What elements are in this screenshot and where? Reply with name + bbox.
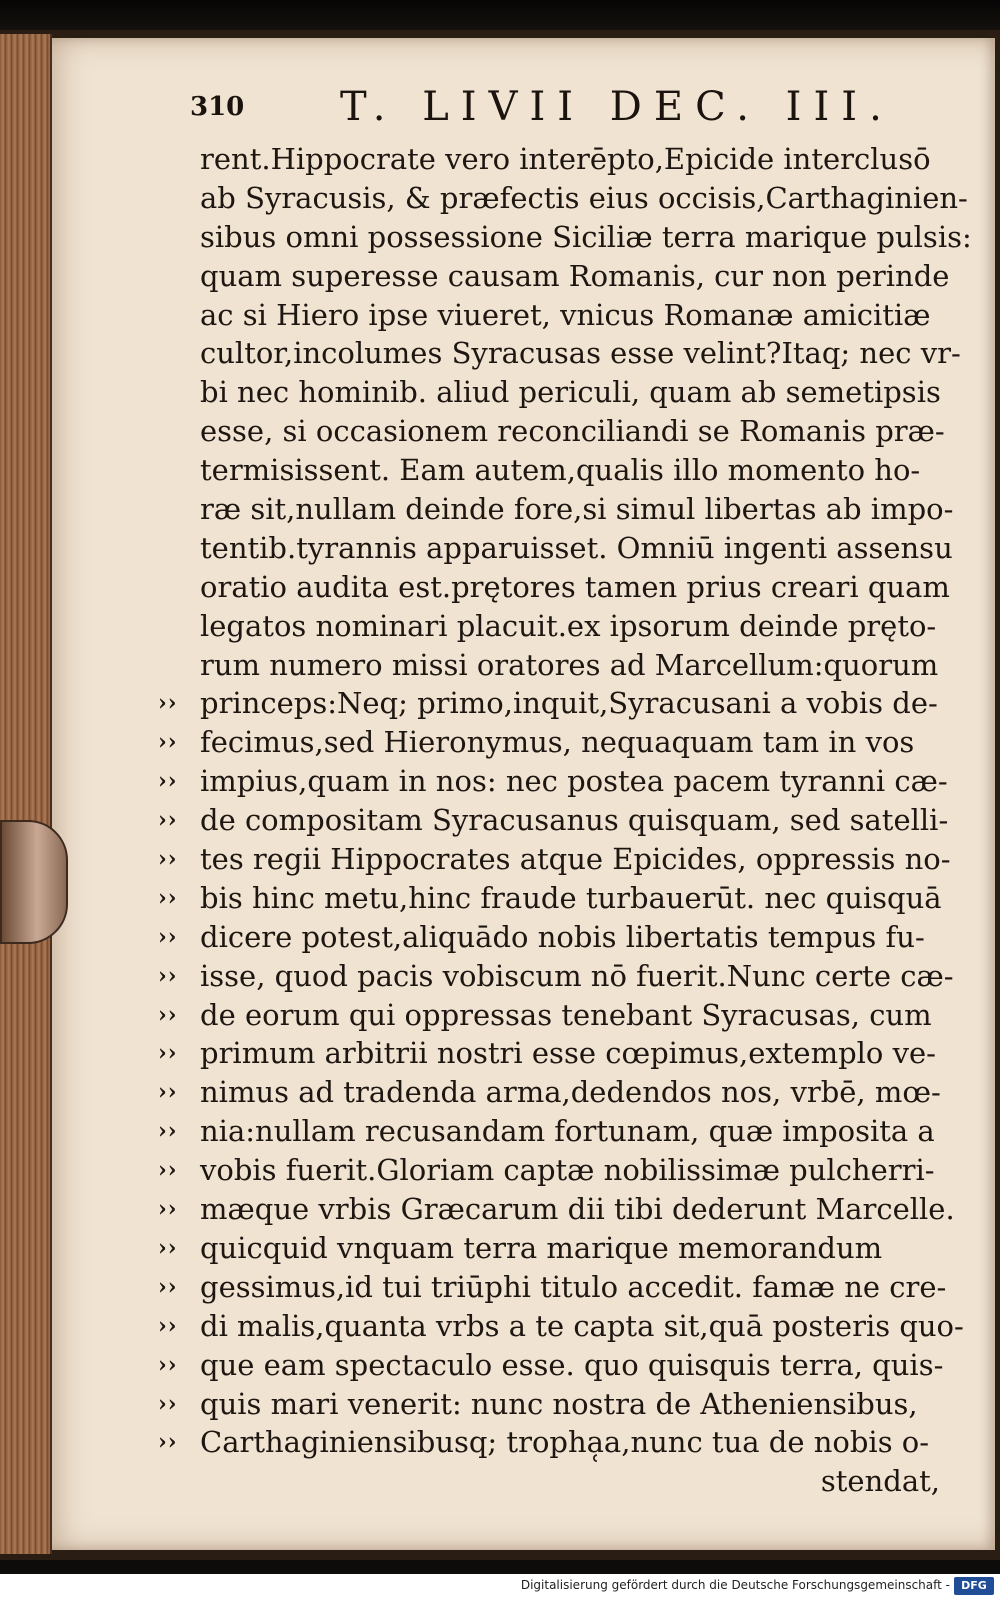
- text-line: [150, 1268, 950, 1307]
- line-text: nimus ad tradenda arma,dedendos nos, vrbē, mœ-: [200, 1075, 941, 1110]
- text-line: [150, 1073, 950, 1112]
- quotation-marker: ››: [158, 884, 178, 911]
- quotation-marker: ››: [158, 846, 178, 873]
- catchword-line: [150, 1462, 950, 1501]
- quotation-marker: ››: [158, 1234, 178, 1261]
- line-text: que eam spectaculo esse. quo quisquis terra, quis-: [200, 1347, 944, 1382]
- text-line: [150, 412, 950, 451]
- line-text: nia:nullam recusandam fortunam, quæ imposita a: [200, 1114, 935, 1149]
- quotation-marker: ››: [158, 1001, 178, 1028]
- text-line: [150, 1385, 950, 1424]
- digitization-footer: [0, 1574, 1000, 1601]
- text-line: [150, 957, 954, 996]
- line-text: oratio audita est.prętores tamen prius creari quam: [200, 569, 950, 604]
- line-text: termisissent. Eam autem,qualis illo momento ho-: [200, 453, 921, 488]
- line-text: esse, si occasionem reconciliandi se Romanis præ-: [200, 414, 945, 449]
- text-line: [150, 140, 950, 179]
- line-text: princeps:Neq; primo,inquit,Syracusani a vobis de-: [200, 686, 938, 721]
- quotation-marker: ››: [158, 1040, 178, 1067]
- text-line: [150, 490, 954, 529]
- dfg-logo: DFG: [954, 1577, 994, 1595]
- quotation-marker: ››: [158, 1390, 178, 1417]
- running-title: T. LIVII DEC. III.: [340, 84, 894, 130]
- quotation-marker: ››: [158, 1196, 178, 1223]
- page-number: 310: [190, 92, 245, 122]
- text-line: [150, 723, 950, 762]
- line-text: bis hinc metu,hinc fraude turbauerūt. nec quisquā: [200, 880, 942, 915]
- text-line: [150, 1190, 955, 1229]
- quotation-marker: ››: [158, 923, 178, 950]
- footer-credit: Digitalisierung gefördert durch die Deutsche Forschungsgemeinschaft -: [520, 1578, 950, 1592]
- text-line: [150, 762, 950, 801]
- text-line: [150, 257, 950, 296]
- line-text: vobis fuerit.Gloriam captæ nobilissimæ pulcherri-: [200, 1153, 935, 1188]
- text-line: [150, 529, 953, 568]
- quotation-marker: ››: [158, 1118, 178, 1145]
- catchword: stendat,: [820, 1464, 940, 1499]
- line-text: impius,quam in nos: nec postea pacem tyranni cæ-: [200, 764, 948, 799]
- quotation-marker: ››: [158, 1079, 178, 1106]
- line-text: primum arbitrii nostri esse cœpimus,extemplo ve-: [200, 1036, 936, 1071]
- quotation-marker: ››: [158, 1157, 178, 1184]
- text-line: [150, 918, 950, 957]
- text-line: [150, 1346, 950, 1385]
- quotation-marker: ››: [158, 729, 178, 756]
- text-line: [150, 801, 950, 840]
- line-text: isse, quod pacis vobiscum nō fuerit.Nunc certe cæ-: [200, 958, 954, 993]
- line-text: rum numero missi oratores ad Marcellum:quorum: [200, 647, 939, 682]
- text-line: [150, 607, 950, 646]
- line-text: tentib.tyrannis apparuisset. Omniū ingenti assensu: [200, 530, 953, 565]
- line-text: legatos nominari placuit.ex ipsorum deinde pręto-: [200, 608, 937, 643]
- line-text: di malis,quanta vrbs a te capta sit,quā posteris quo-: [200, 1308, 964, 1343]
- line-text: dicere potest,aliquādo nobis libertatis tempus fu-: [200, 919, 925, 954]
- quotation-marker: ››: [158, 1273, 178, 1300]
- line-text: fecimus,sed Hieronymus, nequaquam tam in vos: [200, 725, 915, 760]
- line-text: quam superesse causam Romanis, cur non perinde: [200, 258, 950, 293]
- text-line: [150, 879, 950, 918]
- text-line: [150, 1423, 950, 1462]
- line-text: ræ sit,nullam deinde fore,si simul libertas ab impo-: [200, 492, 954, 527]
- text-line: [150, 1034, 950, 1073]
- text-line: [150, 684, 950, 723]
- line-text: Carthaginiensibusq; tropha̜a,nunc tua de nobis o-: [200, 1425, 930, 1460]
- line-text: mæque vrbis Græcarum dii tibi dederunt Marcelle.: [200, 1192, 955, 1227]
- line-text: tes regii Hippocrates atque Epicides, oppressis no-: [200, 842, 951, 877]
- line-text: bi nec hominib. aliud periculi, quam ab semetipsis: [200, 375, 941, 410]
- quotation-marker: ››: [158, 1312, 178, 1339]
- line-text: cultor,incolumes Syracusas esse velint?Itaq; nec vr-: [200, 336, 961, 371]
- text-line: [150, 373, 950, 412]
- quotation-marker: ››: [158, 962, 178, 989]
- line-text: de eorum qui oppressas tenebant Syracusas, cum: [200, 997, 932, 1032]
- quotation-marker: ››: [158, 807, 178, 834]
- line-text: quis mari venerit: nunc nostra de Atheniensibus,: [200, 1386, 918, 1421]
- page-header: [190, 78, 950, 138]
- line-text: de compositam Syracusanus quisquam, sed satelli-: [200, 803, 949, 838]
- quotation-marker: ››: [158, 1429, 178, 1456]
- quotation-marker: ››: [158, 768, 178, 795]
- text-line: [150, 646, 950, 685]
- line-text: quicquid vnquam terra marique memorandum: [200, 1230, 883, 1265]
- line-text: ab Syracusis, & præfectis eius occisis,Carthaginien-: [200, 180, 968, 215]
- text-line: [150, 451, 950, 490]
- text-line: [150, 218, 972, 257]
- text-line: [150, 996, 950, 1035]
- main-text: [150, 140, 972, 1501]
- line-text: ac si Hiero ipse viueret, vnicus Romanæ amicitiæ: [200, 297, 931, 332]
- book-clasp: [0, 820, 68, 944]
- quotation-marker: ››: [158, 690, 178, 717]
- line-text: rent.Hippocrate vero interēpto,Epicide interclusō: [200, 142, 931, 176]
- quotation-marker: ››: [158, 1351, 178, 1378]
- text-line: [150, 840, 950, 879]
- text-line: [150, 334, 961, 373]
- line-text: gessimus,id tui triūphi titulo accedit. famæ ne cre-: [200, 1269, 947, 1304]
- page-edges: [0, 34, 52, 1554]
- text-line: [150, 1112, 950, 1151]
- text-line: [150, 568, 950, 607]
- text-line: [150, 179, 968, 218]
- text-line: [150, 1307, 964, 1346]
- line-text: sibus omni possessione Siciliæ terra marique pulsis:: [200, 219, 972, 254]
- text-line: [150, 1151, 950, 1190]
- text-line: [150, 1229, 950, 1268]
- text-line: [150, 296, 950, 335]
